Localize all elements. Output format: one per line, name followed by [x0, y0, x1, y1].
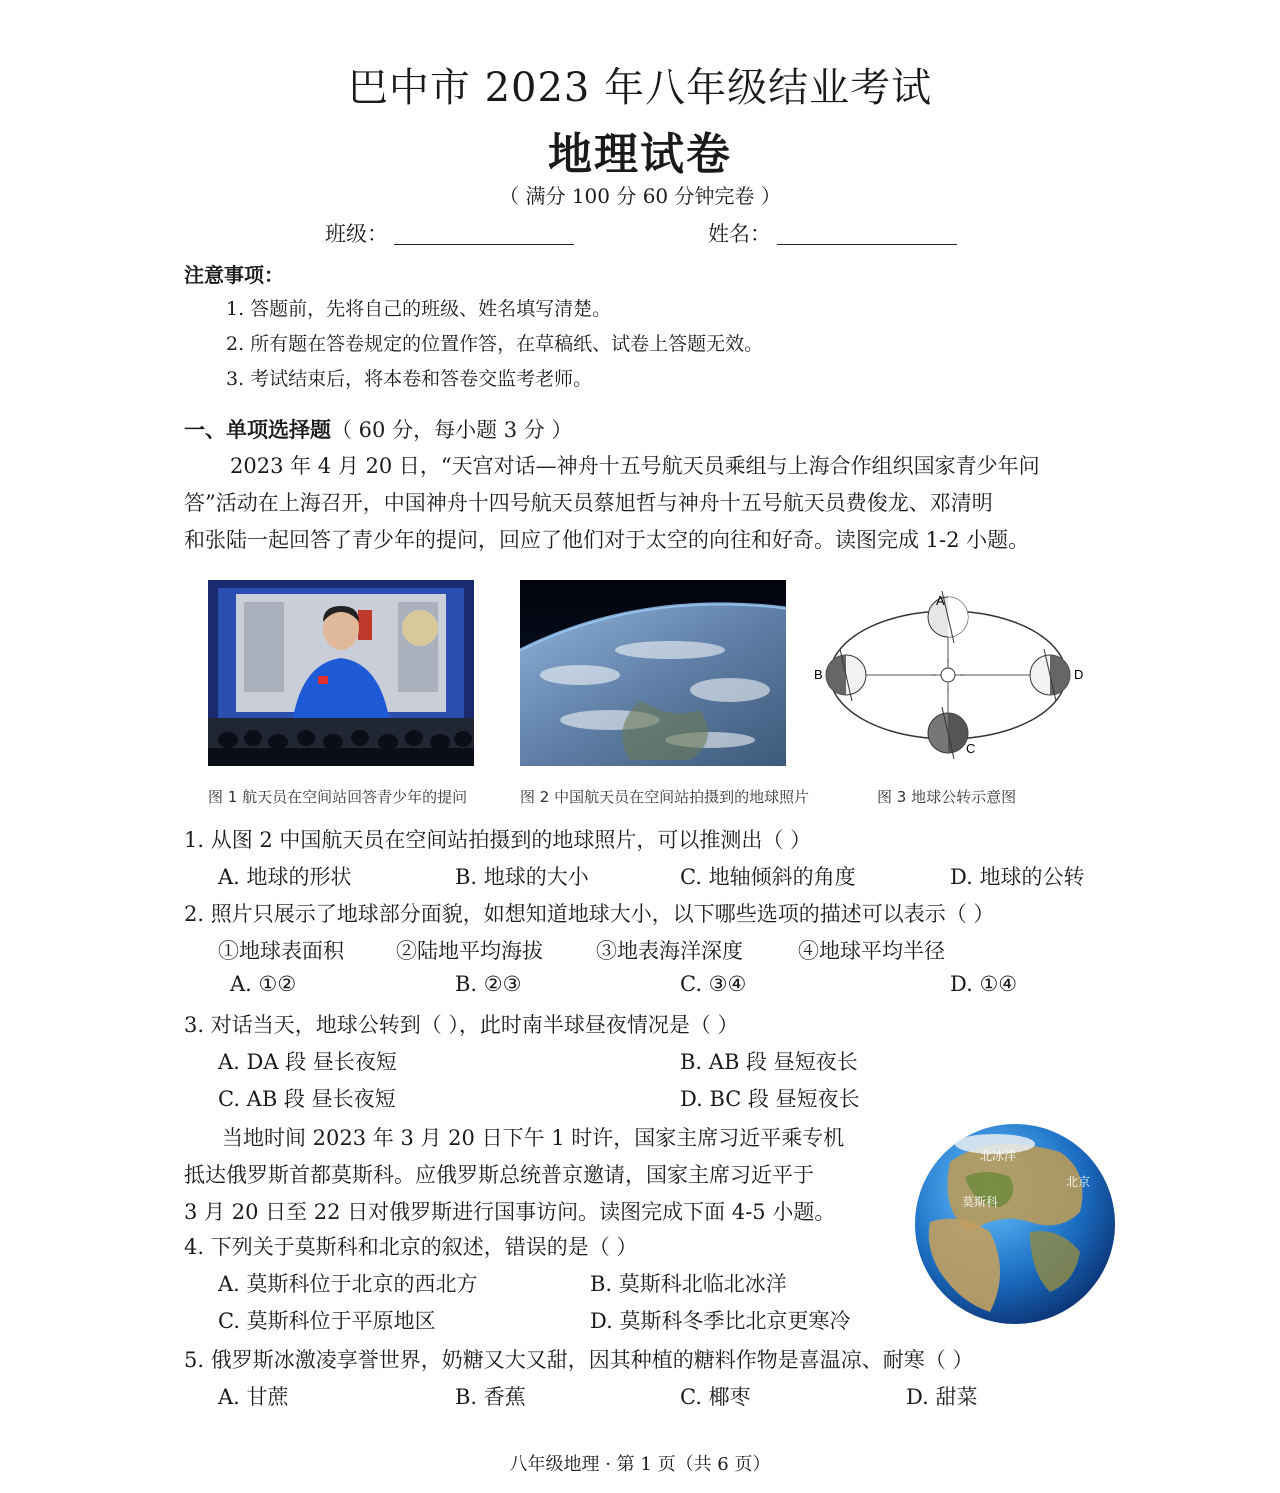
passage-2-line: 当地时间 2023 年 3 月 20 日下午 1 时许，国家主席习近平乘专机	[222, 1126, 845, 1150]
question-3-stem: 3. 对话当天，地球公转到（ ），此时南半球昼夜情况是（ ）	[184, 1013, 739, 1037]
globe-image	[910, 1122, 1120, 1327]
q1-option-b[interactable]: B. 地球的大小	[455, 865, 589, 889]
figure-1-caption: 图 1 航天员在空间站回答青少年的提问	[208, 788, 468, 806]
class-blank[interactable]	[394, 244, 574, 245]
q4-option-b[interactable]: B. 莫斯科北临北冰洋	[590, 1272, 787, 1296]
name-field	[708, 218, 957, 248]
orbit-label-b: B	[814, 667, 823, 682]
q3-option-d[interactable]: D. BC 段 昼短夜长	[680, 1087, 860, 1111]
passage-line: 答”活动在上海召开，中国神舟十四号航天员蔡旭哲与神舟十五号航天员费俊龙、邓清明	[184, 491, 993, 515]
q1-option-c[interactable]: C. 地轴倾斜的角度	[680, 865, 856, 889]
q3-option-c[interactable]: C. AB 段 昼长夜短	[218, 1087, 396, 1111]
name-blank[interactable]	[777, 244, 957, 245]
name-label: 姓名：	[708, 222, 771, 246]
q3-option-a[interactable]: A. DA 段 昼长夜短	[218, 1050, 397, 1074]
q5-option-d[interactable]: D. 甜菜	[906, 1385, 978, 1409]
passage-1b	[184, 485, 1104, 559]
q2-option-b[interactable]: B. ②③	[455, 972, 522, 996]
q2-option-a[interactable]: A. ①②	[230, 972, 297, 996]
notice-title: 注意事项：	[184, 263, 284, 287]
figure-2-caption: 图 2 中国航天员在空间站拍摄到的地球照片	[520, 788, 810, 806]
figure-2-earth-photo	[520, 580, 786, 766]
figure-3-caption: 图 3 地球公转示意图	[877, 788, 1017, 806]
exam-title: 巴中市 2023 年八年级结业考试	[347, 65, 933, 111]
notice-item: 1. 答题前，先将自己的班级、姓名填写清楚。	[226, 298, 612, 320]
q3-option-b[interactable]: B. AB 段 昼短夜长	[680, 1050, 858, 1074]
question-1-stem: 1. 从图 2 中国航天员在空间站拍摄到的地球照片，可以推测出（ ）	[184, 828, 812, 852]
earth-c	[928, 707, 968, 759]
passage-2-line: 3 月 20 日至 22 日对俄罗斯进行国事访问。读图完成下面 4-5 小题。	[184, 1200, 836, 1224]
q5-option-b[interactable]: B. 香蕉	[455, 1385, 526, 1409]
class-label: 班级：	[325, 222, 388, 246]
q2-item-1: ①地球表面积	[218, 939, 344, 963]
question-2-stem: 2. 照片只展示了地球部分面貌，如想知道地球大小，以下哪些选项的描述可以表示（ ）	[184, 902, 995, 926]
section-heading	[184, 414, 572, 444]
orbit-label-a: A	[936, 593, 945, 608]
q2-option-c[interactable]: C. ③④	[680, 972, 747, 996]
question-5-stem: 5. 俄罗斯冰激凌享誉世界，奶糖又大又甜，因其种植的糖料作物是喜温凉、耐寒（ ）	[184, 1348, 974, 1372]
figure-3-orbit-diagram	[808, 585, 1098, 765]
globe-label-arctic: 北冰洋	[980, 1149, 1017, 1163]
subject-title: 地理试卷	[548, 129, 732, 180]
passage-line: 和张陆一起回答了青少年的提问，回应了他们对于太空的向往和好奇。读图完成 1-2 小题。	[184, 528, 1030, 552]
earth-b	[826, 649, 866, 701]
figure-1-astronaut-photo	[208, 580, 474, 766]
q2-item-4: ④地球平均半径	[798, 939, 945, 963]
globe-label-beijing: 北京	[1066, 1175, 1091, 1189]
orbit-label-c: C	[966, 741, 976, 756]
globe-label-moscow: 莫斯科	[962, 1195, 999, 1209]
q2-item-3: ③地表海洋深度	[596, 939, 743, 963]
q4-option-c[interactable]: C. 莫斯科位于平原地区	[218, 1309, 436, 1333]
q2-item-2: ②陆地平均海拔	[396, 939, 543, 963]
passage-2-line: 抵达俄罗斯首都莫斯科。应俄罗斯总统普京邀请，国家主席习近平于	[184, 1163, 814, 1187]
exam-subtitle: （ 满分 100 分 60 分钟完卷 ）	[499, 184, 781, 208]
question-4-stem: 4. 下列关于莫斯科和北京的叙述，错误的是（ ）	[184, 1235, 638, 1259]
q4-option-a[interactable]: A. 莫斯科位于北京的西北方	[218, 1272, 478, 1296]
section-score: （ 60 分，每小题 3 分 ）	[331, 418, 573, 442]
q4-option-d[interactable]: D. 莫斯科冬季比北京更寒冷	[590, 1309, 851, 1333]
class-field	[325, 218, 574, 248]
q5-option-a[interactable]: A. 甘蔗	[218, 1385, 289, 1409]
page-footer: 八年级地理 · 第 1 页（共 6 页）	[509, 1454, 771, 1475]
q1-option-a[interactable]: A. 地球的形状	[218, 865, 352, 889]
student-info	[325, 218, 771, 248]
earth-a	[928, 591, 968, 643]
orbit-label-d: D	[1074, 667, 1084, 682]
q2-option-d[interactable]: D. ①④	[950, 972, 1018, 996]
section-title: 一、单项选择题	[184, 417, 331, 442]
q1-option-d[interactable]: D. 地球的公转	[950, 865, 1085, 889]
q5-option-c[interactable]: C. 椰枣	[680, 1385, 751, 1409]
passage-line: 2023 年 4 月 20 日，“天宫对话—神舟十五号航天员乘组与上海合作组织国家青少年问	[230, 454, 1040, 478]
passage-1	[184, 448, 1104, 485]
notice-item: 3. 考试结束后，将本卷和答卷交监考老师。	[226, 368, 593, 390]
notice-item: 2. 所有题在答卷规定的位置作答，在草稿纸、试卷上答题无效。	[226, 333, 764, 355]
earth-d	[1030, 649, 1070, 701]
